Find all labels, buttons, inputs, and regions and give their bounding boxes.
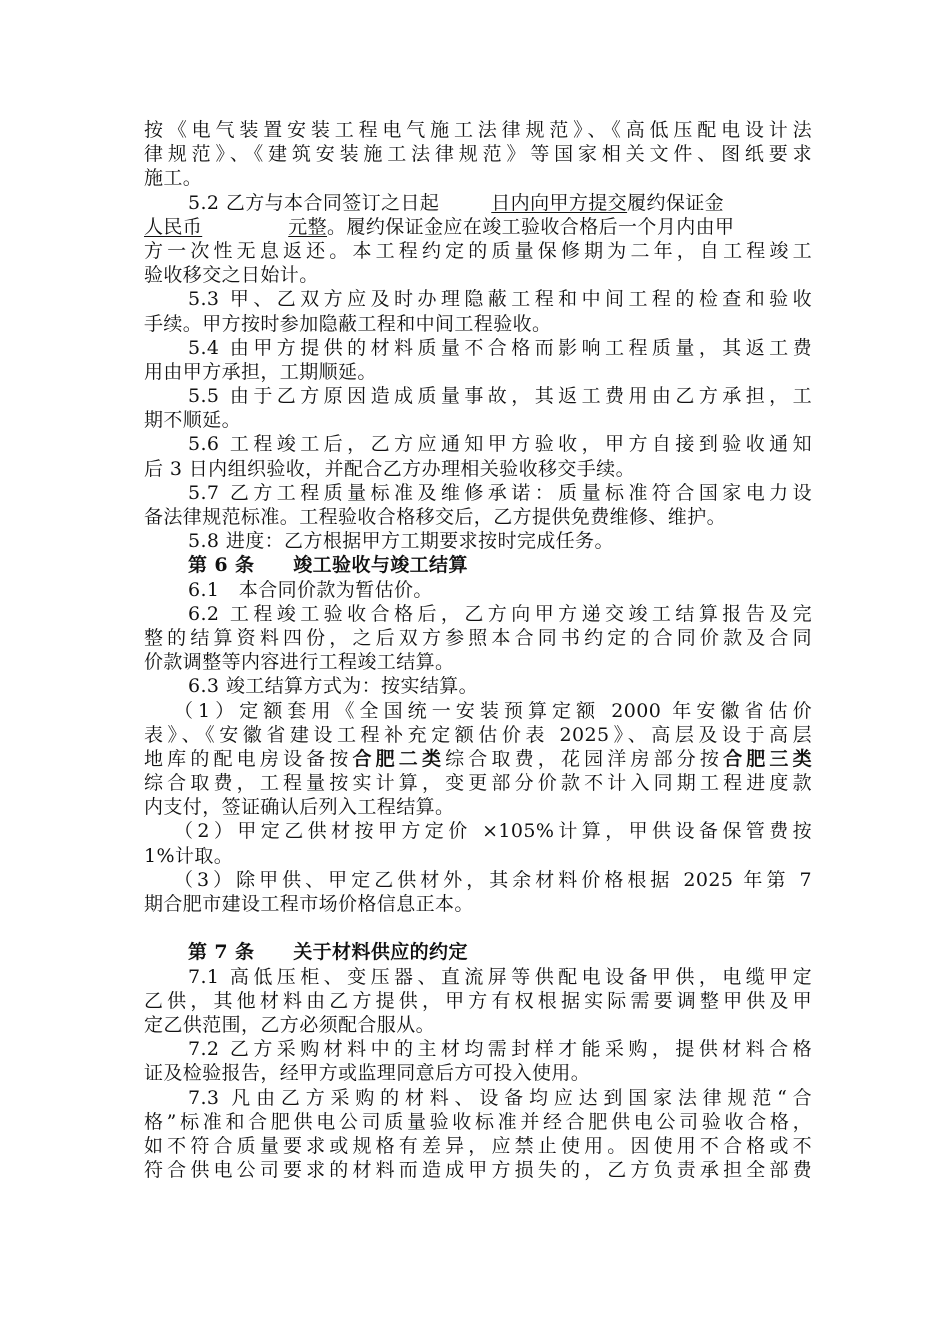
text-line: 5.5 由于乙方原因造成质量事故，其返工费用由乙方承担，工 (188, 385, 812, 408)
clause-5-2-line (144, 215, 812, 239)
text-line: 方一次性无息返还。本工程约定的质量保修期为二年，自工程竣工 (144, 239, 812, 262)
blank-days (439, 192, 627, 214)
text-line: 5.3 甲、乙双方应及时办理隐蔽工程和中间工程的检查和验收 (188, 288, 812, 311)
underlined-text: 日内向甲方提交 (491, 191, 628, 214)
clause-5-2-line (144, 191, 812, 215)
text-line: 证及检验报告，经甲方或监理同意后方可投入使用。 (144, 1062, 591, 1085)
bold-text: 合肥三类 (723, 747, 812, 770)
text-line: 整的结算资料四份，之后双方参照本合同书约定的合同价款及合同 (144, 626, 812, 649)
text-line: 符合供电公司要求的材料而造成甲方损失的，乙方负责承担全部费 (144, 1159, 812, 1182)
text-line: 乙供，其他材料由乙方提供，甲方有权根据实际需要调整甲供及甲 (144, 989, 812, 1012)
text-line: 7.2 乙方采购材料中的主材均需封样才能采购，提供材料合格 (188, 1038, 812, 1061)
blank-line (144, 916, 812, 940)
text-line: 期不顺延。 (144, 409, 242, 432)
text-segment: 地库的配电房设备按 (144, 747, 353, 770)
text-line: 如不符合质量要求或规格有差异，应禁止使用。因使用不合格或不 (144, 1134, 812, 1157)
text-line: 5.4 由甲方提供的材料质量不合格而影响工程质量，其返工费 (188, 336, 812, 359)
clause-5-2-text: 履约保证金 (627, 191, 725, 214)
text-line: 综合取费，工程量按实计算，变更部分价款不计入同期工程进度款 (144, 772, 812, 795)
text-line: 定乙供范围，乙方必须配合服从。 (144, 1013, 436, 1036)
text-line: 6.2 工程竣工验收合格后，乙方向甲方递交竣工结算报告及完 (188, 602, 812, 625)
text-line: 5.6 工程竣工后，乙方应通知甲方验收，甲方自接到验收通知 (188, 433, 812, 456)
article-7-heading: 第 7 条 关于材料供应的约定 (188, 941, 468, 964)
text-line: 1%计取。 (144, 844, 234, 867)
text-line: 按《电气装置安装工程电气施工法律规范》、《高低压配电设计法 (144, 119, 812, 141)
text-line: 5.7 乙方工程质量标准及维修承诺：质量标准符合国家电力设 (188, 481, 812, 504)
text-line: 手续。甲方按时参加隐蔽工程和中间工程验收。 (144, 312, 552, 335)
text-line: 用由甲方承担，工期顺延。 (144, 360, 377, 383)
bold-text: 合肥二类 (352, 747, 446, 770)
text-line: 后 3 日内组织验收，并配合乙方办理相关验收移交手续。 (144, 457, 635, 480)
text-line: 施工。 (144, 167, 203, 190)
text-line: 价款调整等内容进行工程竣工结算。 (144, 651, 455, 674)
blank-amount (144, 216, 327, 238)
text-segment: 综合取费，花园洋房部分按 (445, 747, 724, 770)
text-line: 6.1 本合同价款为暂估价。 (188, 578, 433, 601)
text-line: 律规范》、《建筑安装施工法律规范》等国家相关文件、图纸要求 (144, 143, 812, 166)
text-line: （3）除甲供、甲定乙供材外，其余材料价格根据 2025 年第 7 (174, 868, 812, 891)
text-line-with-bold (144, 747, 812, 771)
text-line: 7.3 凡由乙方采购的材料、设备均应达到国家法律规范“合 (188, 1086, 812, 1109)
text-line: 备法律规范标准。工程验收合格移交后，乙方提供免费维修、维护。 (144, 506, 727, 528)
text-line: 5.8 进度：乙方根据甲方工期要求按时完成任务。 (188, 530, 614, 553)
underlined-text: 人民币 (144, 215, 203, 238)
clause-5-2-text: 。履约保证金应在竣工验收合格后一个月内由甲 (327, 215, 735, 238)
contract-page (144, 118, 812, 1182)
text-line: 表》、《安徽省建设工程补充定额估价表 2025》、高层及设于高层 (144, 723, 812, 746)
text-line: （1）定额套用《全国统一安装预算定额 2000 年安徽省估价 (174, 699, 812, 722)
text-line: 7.1 高低压柜、变压器、直流屏等供配电设备甲供，电缆甲定 (188, 965, 812, 988)
clause-5-2-text: 5.2 乙方与本合同签订之日起 (188, 191, 440, 214)
text-line: （2）甲定乙供材按甲方定价 ×105%计算，甲供设备保管费按 (174, 820, 812, 843)
text-line: 验收移交之日始计。 (144, 264, 319, 287)
underlined-text: 元整 (288, 215, 328, 238)
text-line: 格”标准和合肥供电公司质量验收标准并经合肥供电公司验收合格， (144, 1110, 812, 1133)
text-line: 6.3 竣工结算方式为：按实结算。 (188, 675, 479, 698)
article-6-heading: 第 6 条 竣工验收与竣工结算 (188, 554, 468, 577)
text-line: 内支付，签证确认后列入工程结算。 (144, 796, 455, 819)
text-line: 期合肥市建设工程市场价格信息正本。 (144, 893, 474, 915)
